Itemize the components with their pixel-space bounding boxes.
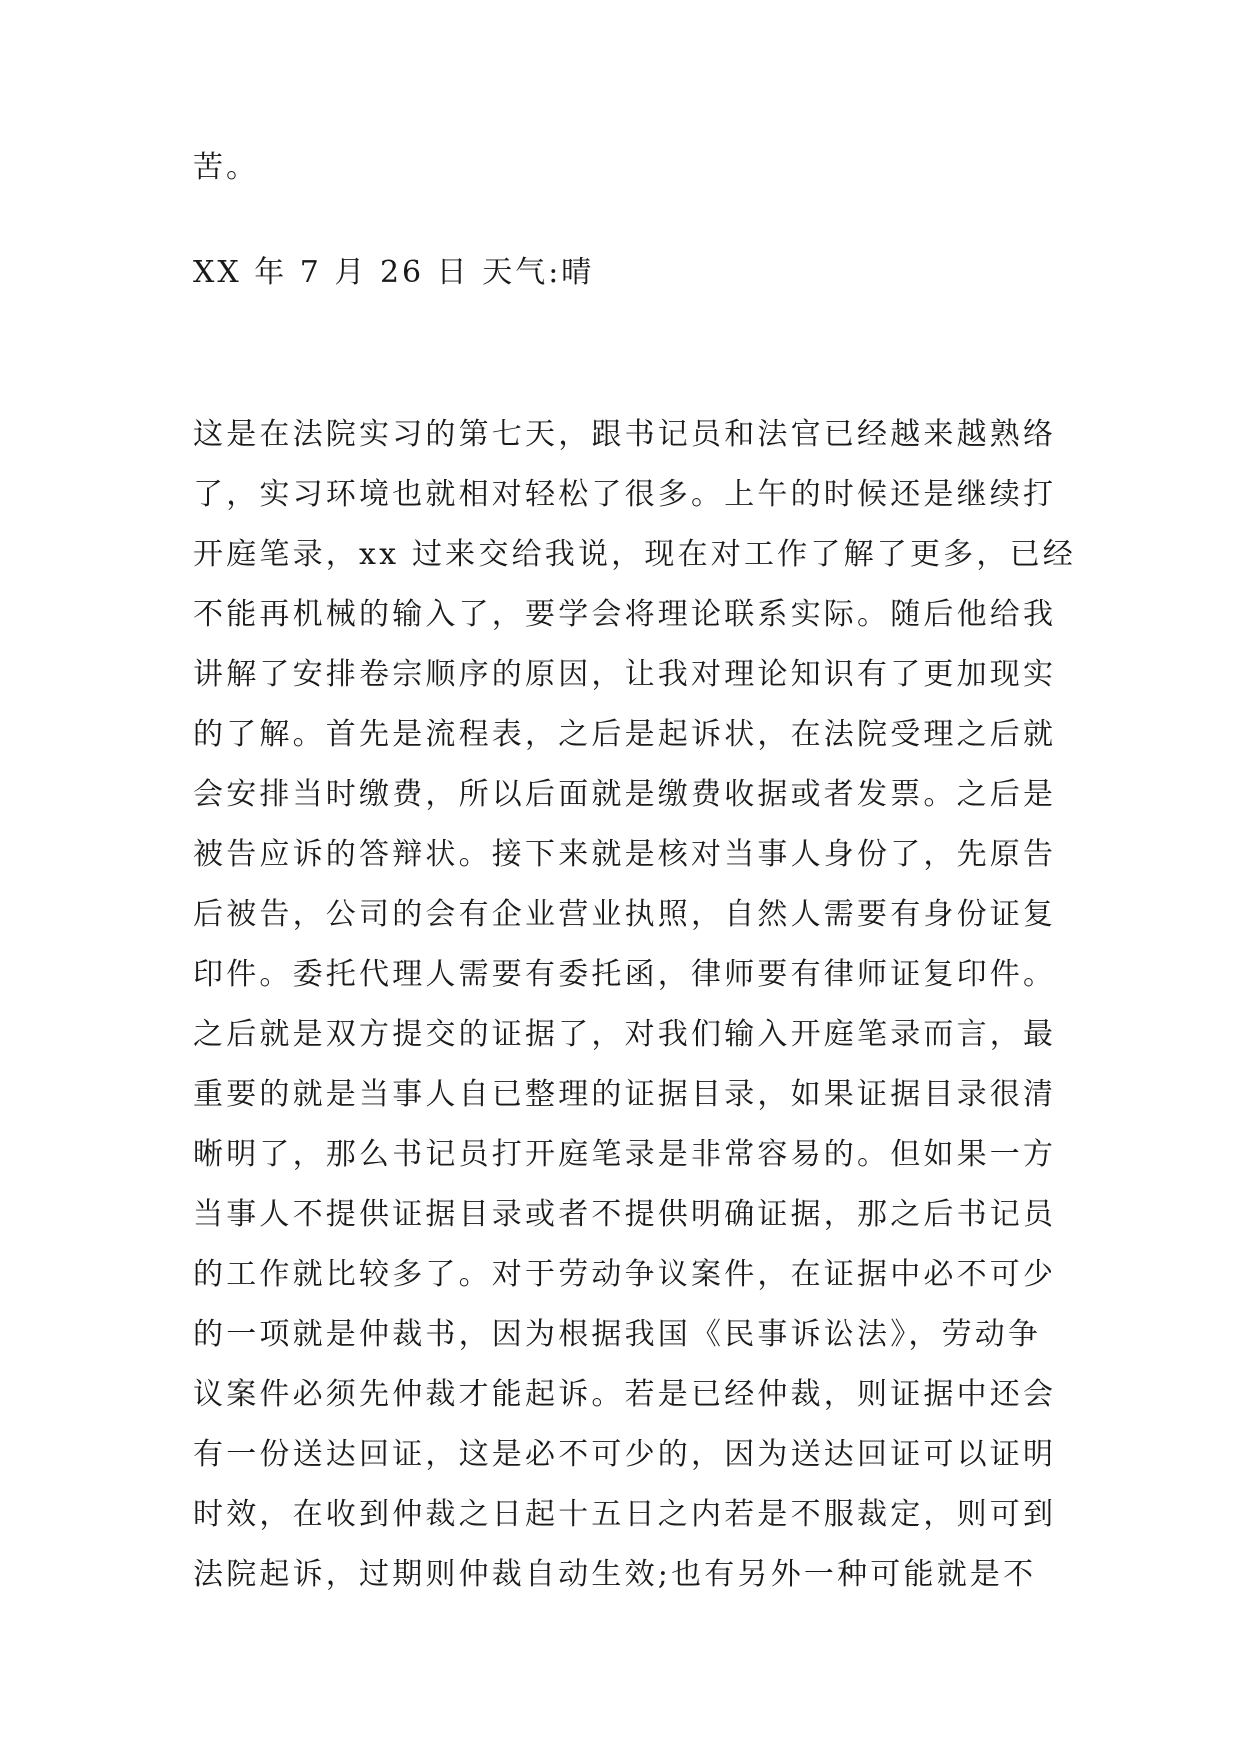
paragraph-line: 重要的就是当事人自已整理的证据目录，如果证据目录很清 (193, 1077, 1057, 1112)
paragraph-line: 讲解了安排卷宗顺序的原因，让我对理论知识有了更加现实 (193, 657, 1057, 692)
diary-date-weather-header: XX 年 7 月 26 日 天气:晴 (193, 255, 595, 290)
paragraph-line: 当事人不提供证据目录或者不提供明确证据，那之后书记员 (193, 1197, 1057, 1232)
paragraph-line: 了，实习环境也就相对轻松了很多。上午的时候还是继续打 (193, 477, 1057, 512)
paragraph-line: 会安排当时缴费，所以后面就是缴费收据或者发票。之后是 (193, 777, 1057, 812)
paragraph-line: 议案件必须先仲裁才能起诉。若是已经仲裁，则证据中还会 (193, 1377, 1057, 1412)
paragraph-line: 后被告，公司的会有企业营业执照，自然人需要有身份证复 (193, 897, 1057, 932)
paragraph-line: 不能再机械的输入了，要学会将理论联系实际。随后他给我 (193, 597, 1057, 632)
paragraph-line: 开庭笔录，xx 过来交给我说，现在对工作了解了更多，已经 (193, 537, 1076, 572)
paragraph-line: 法院起诉，过期则仲裁自动生效;也有另外一种可能就是不 (193, 1557, 1037, 1592)
paragraph-line: 晰明了，那么书记员打开庭笔录是非常容易的。但如果一方 (193, 1137, 1057, 1172)
paragraph-line: 这是在法院实习的第七天，跟书记员和法官已经越来越熟络 (193, 417, 1057, 452)
paragraph-line: 的工作就比较多了。对于劳动争议案件，在证据中必不可少 (193, 1257, 1057, 1292)
paragraph-line: 的一项就是仲裁书，因为根据我国《民事诉讼法》，劳动争 (193, 1317, 1042, 1352)
paragraph-line: 印件。委托代理人需要有委托函，律师要有律师证复印件。 (193, 957, 1057, 992)
continuation-text: 苦。 (193, 150, 259, 185)
paragraph-line: 的了解。首先是流程表，之后是起诉状，在法院受理之后就 (193, 717, 1057, 752)
paragraph-line: 被告应诉的答辩状。接下来就是核对当事人身份了，先原告 (193, 837, 1057, 872)
diary-body-paragraph (193, 405, 1093, 1605)
paragraph-line: 之后就是双方提交的证据了，对我们输入开庭笔录而言，最 (193, 1017, 1057, 1052)
paragraph-line: 有一份送达回证，这是必不可少的，因为送达回证可以证明 (193, 1437, 1057, 1472)
paragraph-line: 时效，在收到仲裁之日起十五日之内若是不服裁定，则可到 (193, 1497, 1057, 1532)
